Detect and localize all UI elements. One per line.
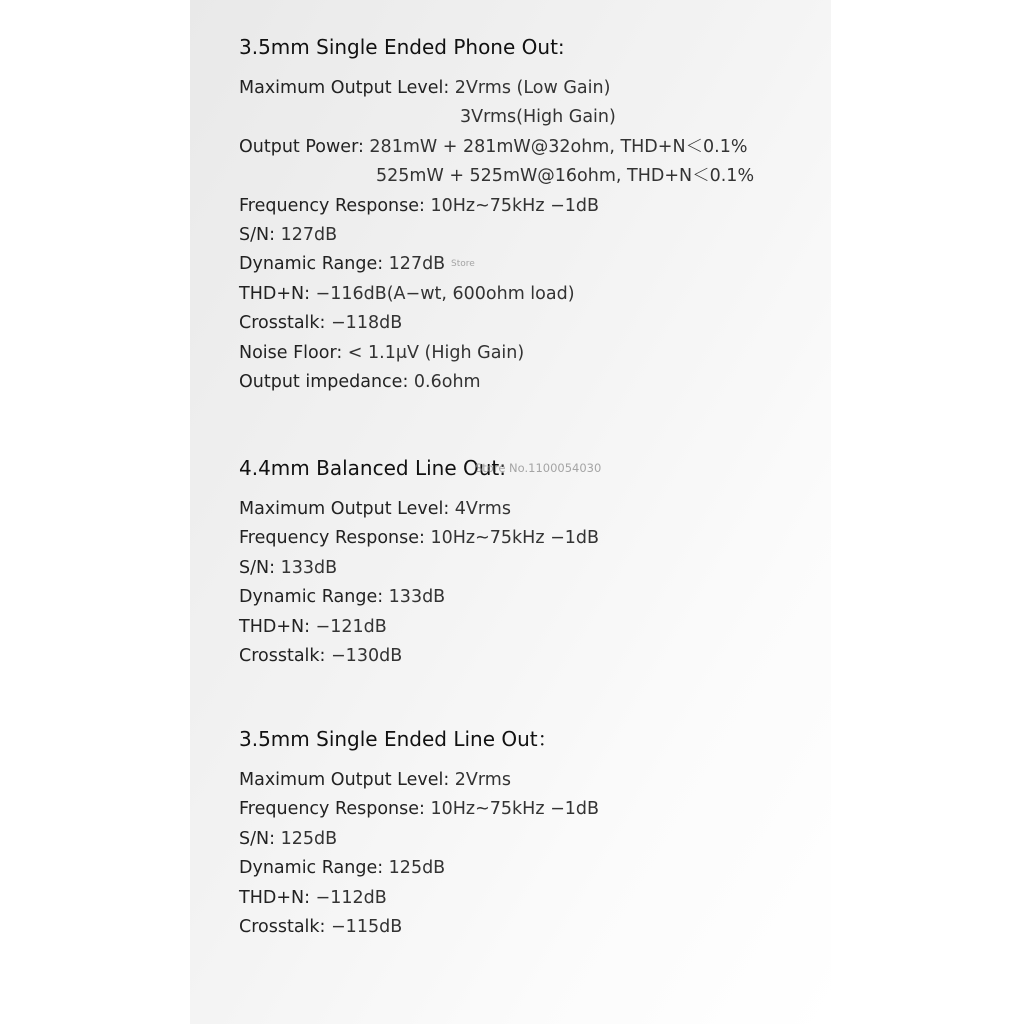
spec-line-noise-floor: Noise Floor: < 1.1μV (High Gain)	[239, 342, 525, 363]
spec-line-frequency-response: Frequency Response: 10Hz~75kHz −1dB	[239, 799, 599, 820]
spec-section-balanced-line-out	[239, 453, 602, 671]
spec-line-sn: S/N: 127dB	[239, 224, 338, 245]
spec-section-phone-out	[239, 32, 754, 397]
spec-line-thdn: THD+N: −112dB	[239, 887, 387, 908]
spec-line-crosstalk: Crosstalk: −118dB	[239, 313, 403, 334]
spec-line-frequency-response: Frequency Response: 10Hz~75kHz −1dB	[239, 195, 599, 216]
section-title: 4.4mm Balanced Line Out:	[239, 456, 506, 480]
spec-line-max-output-cont: 3Vrms(High Gain)	[460, 107, 616, 128]
store-number-watermark: Store No.1100054030	[475, 461, 602, 475]
spec-line-sn: S/N: 133dB	[239, 557, 338, 578]
spec-line-max-output: Maximum Output Level: 2Vrms (Low Gain)	[239, 78, 611, 98]
spec-section-single-ended-line-out	[239, 724, 599, 942]
section-title: 3.5mm Single Ended Phone Out:	[239, 35, 565, 59]
spec-line-dynamic-range: Dynamic Range: 133dB	[239, 587, 446, 608]
section-title: 3.5mm Single Ended Line Out：	[239, 727, 558, 751]
spec-line-max-output: Maximum Output Level: 2Vrms	[239, 770, 511, 790]
spec-line-output-power-cont: 525mW + 525mW@16ohm, THD+N＜0.1%	[376, 166, 755, 187]
spec-line-sn: S/N: 125dB	[239, 828, 338, 849]
spec-line-dynamic-range: Dynamic Range: 127dB	[239, 254, 446, 275]
spec-line-thdn: THD+N: −121dB	[239, 616, 387, 637]
store-watermark-small: Store	[451, 259, 475, 269]
spec-line-output-power: Output Power: 281mW + 281mW@32ohm, THD+N＜0.1%	[239, 136, 748, 157]
spec-line-output-impedance: Output impedance: 0.6ohm	[239, 371, 481, 392]
spec-line-thdn: THD+N: −116dB(A−wt, 600ohm load)	[239, 283, 575, 304]
spec-line-max-output: Maximum Output Level: 4Vrms	[239, 499, 511, 519]
spec-line-frequency-response: Frequency Response: 10Hz~75kHz −1dB	[239, 528, 599, 549]
spec-line-crosstalk: Crosstalk: −130dB	[239, 645, 403, 666]
spec-line-crosstalk: Crosstalk: −115dB	[239, 916, 403, 937]
spec-line-dynamic-range: Dynamic Range: 125dB	[239, 858, 446, 879]
